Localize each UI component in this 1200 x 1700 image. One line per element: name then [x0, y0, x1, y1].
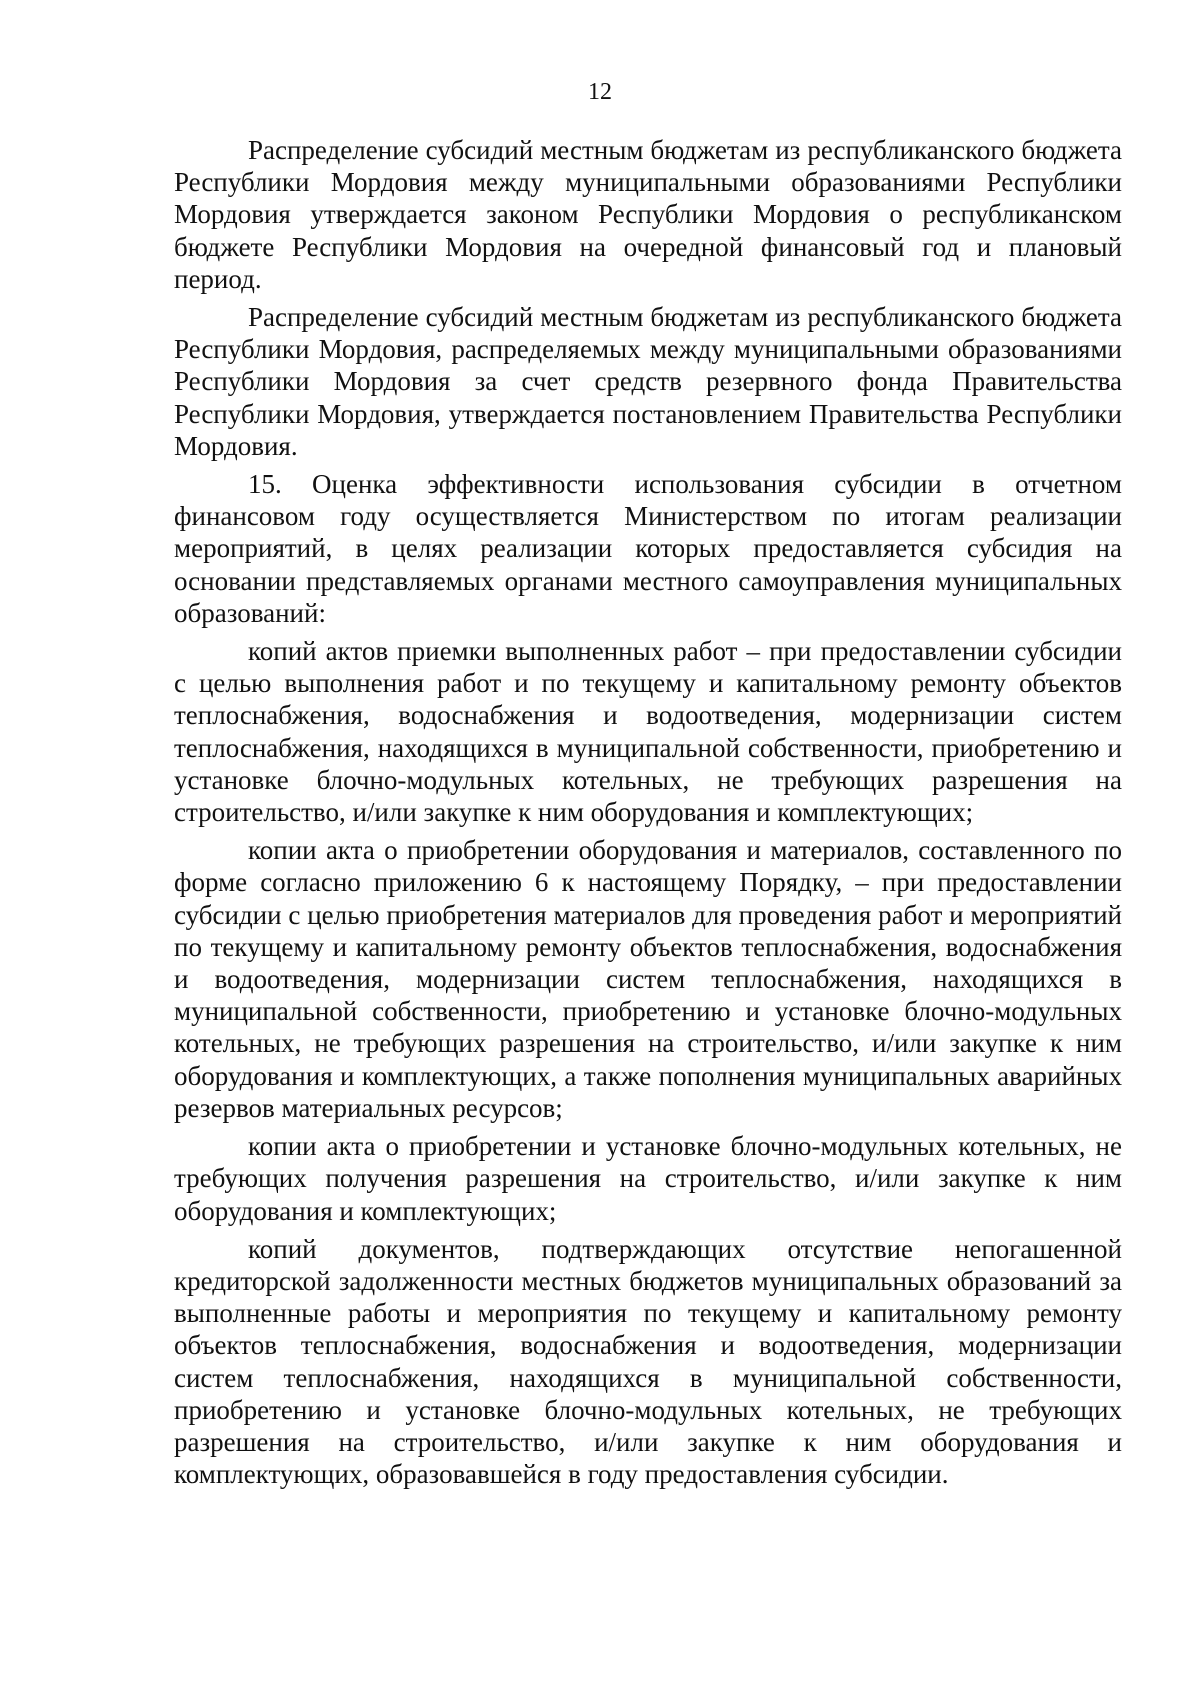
- paragraph-no-debt-documents: копий документов, подтверждающих отсутствие непогашенной кредиторской задолженности местных бюджетов муниципальных образований за выполненные работы и мероприятия по текущему и капитальному ремонту объектов теплоснабжения, водоснабжения и водоотведения, модернизации систем теплоснабжения, находящихся в муниципальной собственности, приобретению и установке блочно-модульных котельных, не требующих разрешения на строительство, и/или закупке к ним оборудования и комплектующих, образовавшейся в году предоставления субсидии.: [174, 1233, 1122, 1490]
- paragraph-acceptance-acts: копий актов приемки выполненных работ – при предоставлении субсидии с целью выполнения работ и по текущему и капитальному ремонту объектов теплоснабжения, водоснабжения и водоотведения, модернизации систем теплоснабжения, находящихся в муниципальной собственности, приобретению и установке блочно-модульных котельных, не требующих разрешения на строительство, и/или закупке к ним оборудования и комплектующих;: [174, 636, 1122, 828]
- paragraph-distribution-law: Распределение субсидий местным бюджетам из республиканского бюджета Республики Мордовия между муниципальными образованиями Республики Мордовия утверждается законом Республики Мордовия о республиканском бюджете Республики Мордовия на очередной финансовый год и плановый период.: [174, 135, 1122, 294]
- paragraph-distribution-reserve-fund: Распределение субсидий местным бюджетам из республиканского бюджета Республики Мордовия, распределяемых между муниципальными образованиями Республики Мордовия за счет средств резервного фонда Правительства Республики Мордовия, утверждается постановлением Правительства Республики Мордовия.: [174, 302, 1122, 461]
- document-body: [174, 134, 1122, 1496]
- paragraph-purchase-act: копии акта о приобретении оборудования и материалов, составленного по форме согласно приложению 6 к настоящему Порядку, – при предоставлении субсидии с целью приобретения материалов для проведения работ и мероприятий по текущему и капитальному ремонту объектов теплоснабжения, водоснабжения и водоотведения, модернизации систем теплоснабжения, находящихся в муниципальной собственности, приобретению и установке блочно-модульных котельных, не требующих разрешения на строительство, и/или закупке к ним оборудования и комплектующих, а также пополнения муниципальных аварийных резервов материальных ресурсов;: [174, 835, 1122, 1123]
- paragraph-efficiency-assessment: 15. Оценка эффективности использования субсидии в отчетном финансовом году осуществляется Министерством по итогам реализации мероприятий, в целях реализации которых предоставляется субсидия на основании представляемых органами местного самоуправления муниципальных образований:: [174, 469, 1122, 628]
- page-number: 12: [588, 79, 612, 105]
- paragraph-boiler-installation-act: копии акта о приобретении и установке блочно-модульных котельных, не требующих получения разрешения на строительство, и/или закупке к ним оборудования и комплектующих;: [174, 1131, 1122, 1226]
